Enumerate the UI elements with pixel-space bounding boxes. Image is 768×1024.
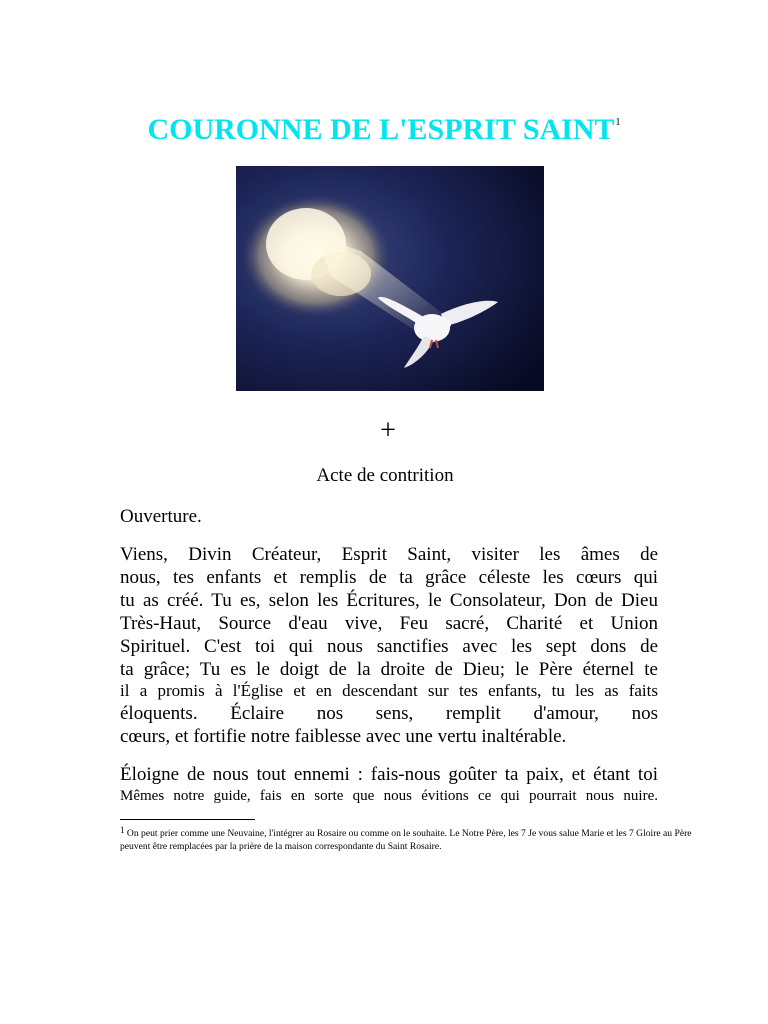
subtitle: Acte de contrition: [316, 465, 454, 486]
dove-illustration: [236, 166, 544, 391]
footnote-line: [120, 825, 692, 839]
cross-symbol: +: [380, 415, 396, 446]
paragraph1-line: Spirituel. C'est toi qui nous sanctifies avec les sept dons de: [120, 636, 658, 657]
paragraph1-line: ta grâce; Tu es le doigt de la droite de Dieu; le Père éternel te: [120, 659, 658, 680]
footnote-line: peuvent être remplacées par la prière de la maison correspondante du Saint Rosaire.: [120, 841, 442, 852]
dove-image: [236, 166, 544, 391]
section-heading: Ouverture.: [120, 506, 202, 527]
paragraph1-line: éloquents. Éclaire nos sens, remplit d'amour, nos: [120, 703, 658, 724]
paragraph2-line: Éloigne de nous tout ennemi : fais-nous goûter ta paix, et étant toi: [120, 764, 658, 785]
paragraph1-line: tu as créé. Tu es, selon les Écritures, le Consolateur, Don de Dieu: [120, 590, 658, 611]
paragraph2-line: Mêmes notre guide, fais en sorte que nous évitions ce qui pourrait nous nuire.: [120, 788, 658, 804]
footnote-text: On peut prier comme une Neuvaine, l'intégrer au Rosaire ou comme on le souhaite. Le Notre Père, les 7 Je vous salue Marie et les 7 Gloire au Père: [126, 828, 692, 839]
paragraph1-line: nous, tes enfants et remplis de ta grâce céleste les cœurs qui: [120, 567, 658, 588]
footnote-marker: 1: [120, 825, 125, 835]
paragraph1-line: il a promis à l'Église et en descendant sur tes enfants, tu les as faits: [120, 681, 658, 700]
footnote-separator: [120, 819, 255, 820]
paragraph1-line: cœurs, et fortifie notre faiblesse avec une vertu inaltérable.: [120, 726, 567, 747]
title-text: COURONNE DE L'ESPRIT SAINT: [147, 113, 615, 146]
document-title: [0, 113, 768, 147]
paragraph1-line: Très-Haut, Source d'eau vive, Feu sacré, Charité et Union: [120, 613, 658, 634]
paragraph1-line: Viens, Divin Créateur, Esprit Saint, visiter les âmes de: [120, 544, 658, 565]
title-footnote-marker: 1: [615, 117, 621, 128]
